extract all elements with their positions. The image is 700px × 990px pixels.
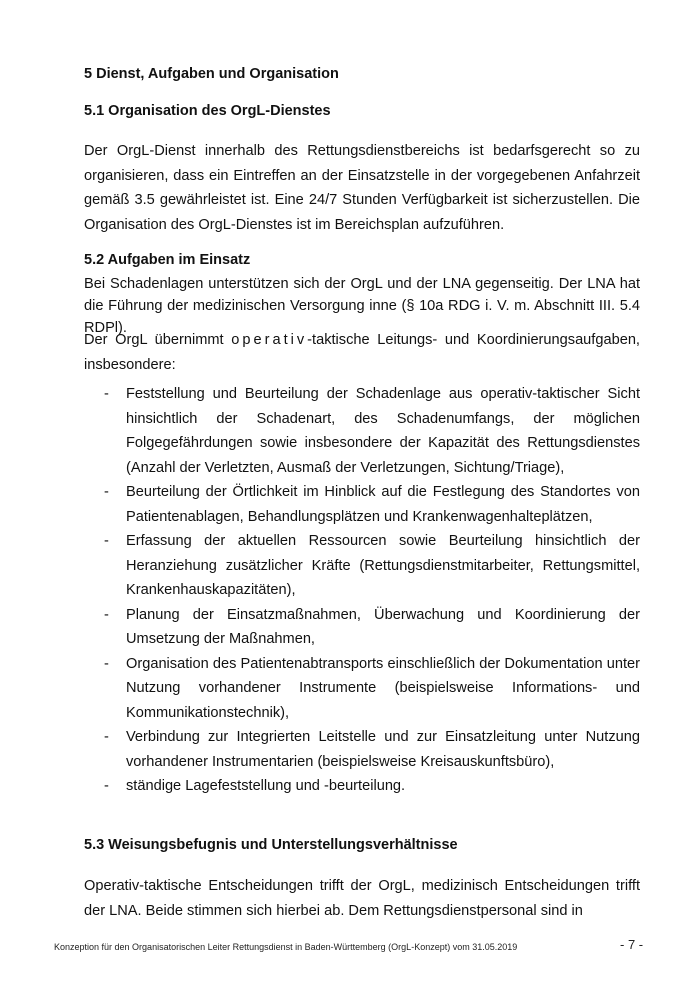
dash-bullet-icon: -	[104, 606, 109, 623]
list-item	[84, 725, 640, 774]
list-item-text: ständige Lagefeststellung und -beurteilung.	[126, 778, 406, 794]
footer-text: Konzeption für den Organisatorischen Leiter Rettungsdienst in Baden-Württemberg (OrgL-Konzept) vom 31.05.2019	[54, 942, 518, 952]
section-5-2-paragraph-1: Bei Schadenlagen unterstützen sich der OrgL und der LNA gegenseitig. Der LNA hat die Führung der medizinischen Versorgung inne (§ 10a RDG i. V. m. Abschnitt III. 5.4 RDPl).	[84, 276, 640, 336]
dash-bullet-icon: -	[104, 386, 109, 402]
section-5-3-paragraph: Operativ-taktische Entscheidungen trifft der OrgL, medizinisch Entscheidungen trifft der LNA. Beide stimmen sich hierbei ab. Dem Rettungsdienstpersonal sind in	[84, 878, 640, 919]
list-item-text: Erfassung der aktuellen Ressourcen sowie Beurteilung hinsichtlich der Heranziehung zusätzlicher Kräfte (Rettungsdienstmitarbeiter, Rettungsmittel, Krankenhauskapazitäten),	[126, 533, 640, 598]
list-item-text: Organisation des Patientenabtransports einschließlich der Dokumentation unter Nutzung vorhandener Instrumente (beispielsweise Informations- und Kommunikationstechnik),	[126, 655, 640, 721]
section-5-2-paragraph-2	[84, 328, 640, 377]
list-item-text: Beurteilung der Örtlichkeit im Hinblick auf die Festlegung des Standortes von Patientenablagen, Behandlungsplätzen und Krankenwagenhalteplätzen,	[126, 484, 640, 525]
section-5-1-heading: 5.1 Organisation des OrgL-Dienstes	[84, 103, 331, 119]
dash-bullet-icon: -	[104, 655, 109, 672]
page-number: - 7 -	[620, 937, 644, 952]
list-item	[84, 774, 640, 799]
list-item	[84, 382, 640, 480]
section-5-1-paragraph: Der OrgL-Dienst innerhalb des Rettungsdienstbereichs ist bedarfsgerecht so zu organisieren, dass ein Eintreffen an der Einsatzstelle in der vorgegebenen Anfahrzeit gemäß 3.5 gewährleistet ist. Eine 24/7 Stunden Verfügbarkeit ist sicherzustellen. Die Organisation des OrgL-Dienstes ist im Bereichsplan aufzuführen.	[84, 143, 640, 233]
list-item	[84, 652, 640, 726]
dash-bullet-icon: -	[104, 484, 109, 500]
dash-bullet-icon: -	[104, 729, 109, 745]
section-5-heading: 5 Dienst, Aufgaben und Organisation	[84, 66, 339, 82]
section-5-2-heading: 5.2 Aufgaben im Einsatz	[84, 252, 251, 268]
paragraph-2-start: Der OrgL übernimmt	[84, 332, 232, 348]
paragraph-2-spaced-word: operativ	[231, 332, 308, 348]
dash-bullet-icon: -	[104, 533, 109, 549]
list-item-text: Feststellung und Beurteilung der Schadenlage aus operativ-taktischer Sicht hinsichtlich der Schadenart, des Schadenumfangs, der möglichen Folgegefährdungen sowie insbesondere der Kapazität des Rettungsdienstes (Anzahl der Verletzten, Ausmaß der Verletzungen, Sichtung/Triage),	[126, 386, 640, 476]
list-item	[84, 529, 640, 603]
list-item	[84, 603, 640, 652]
list-item	[84, 480, 640, 529]
list-item-text: Verbindung zur Integrierten Leitstelle und zur Einsatzleitung unter Nutzung vorhandener Instrumentarien (beispielsweise Kreisauskunftsbüro),	[126, 729, 640, 770]
list-item-text: Planung der Einsatzmaßnahmen, Überwachung und Koordinierung der Umsetzung der Maßnahmen,	[126, 606, 640, 647]
section-5-3-heading: 5.3 Weisungsbefugnis und Unterstellungsverhältnisse	[84, 837, 458, 853]
paragraph-2-end: -taktische Leitungs- und Koordinierungsaufgaben, insbesondere:	[84, 332, 640, 373]
dash-bullet-icon: -	[104, 778, 109, 794]
tasks-list	[84, 382, 640, 799]
